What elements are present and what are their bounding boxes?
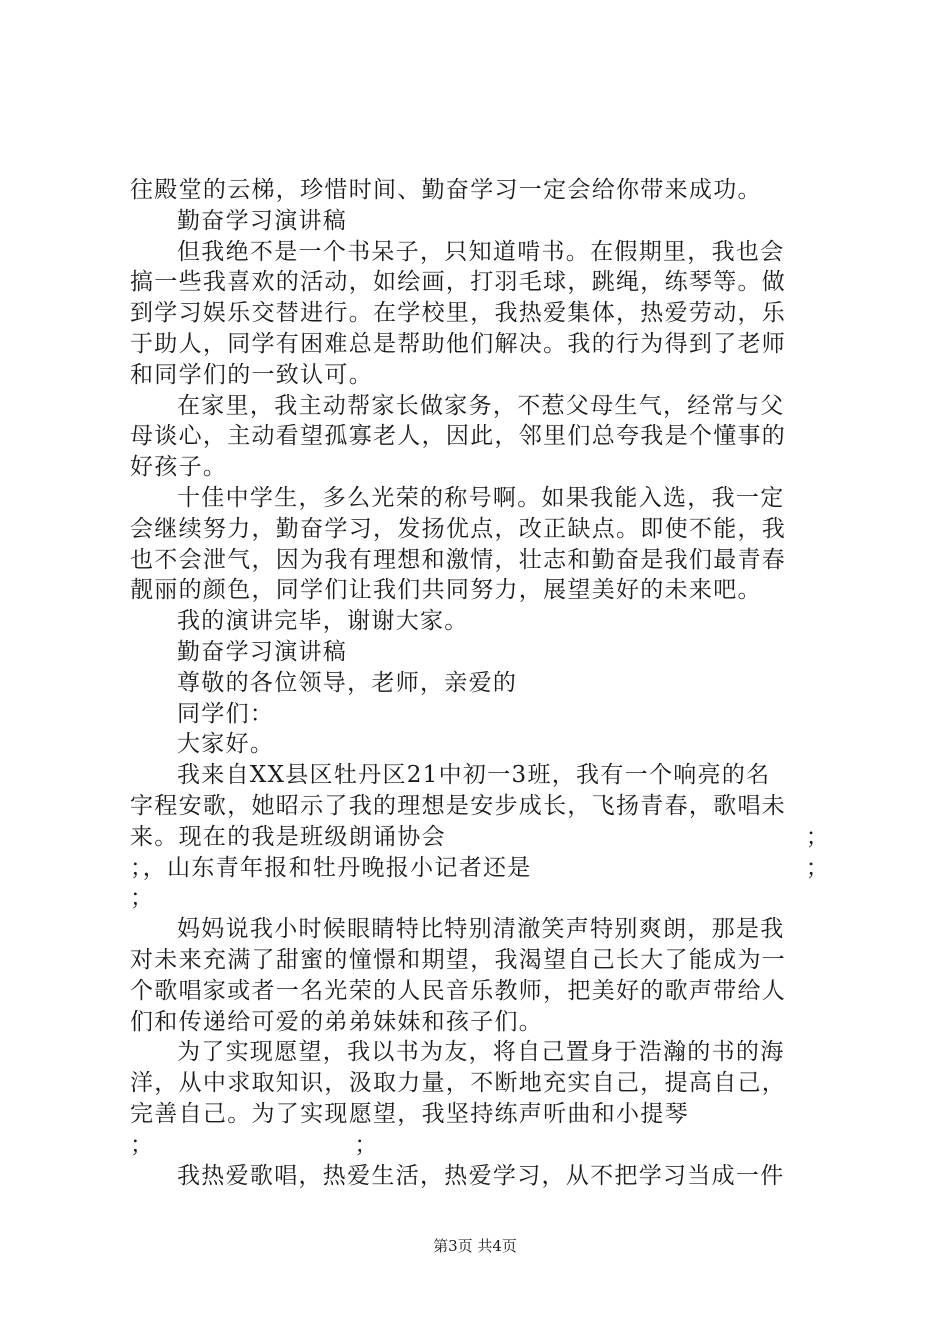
salutation-line: 同学们：	[177, 700, 275, 727]
text-fragment: ；	[130, 1131, 155, 1158]
text-line: 我来自XX县区牡丹区21中初一3班，我有一个响亮的名	[177, 762, 771, 789]
text-line: 个歌唱家或者一名光荣的人民音乐教师，把美好的歌声带给人	[130, 977, 787, 1004]
text-line: 妈妈说我小时候眼睛特比特别清澈笑声特别爽朗，那是我	[177, 916, 785, 943]
text-line: 往殿堂的云梯，珍惜时间、勤奋学习一定会给你带来成功。	[130, 177, 762, 203]
text-line: 们和传递给可爱的弟弟妹妹和孩子们。	[130, 1008, 544, 1035]
salutation-line: 尊敬的各位领导，老师，亲爱的	[177, 669, 518, 696]
text-line	[130, 853, 830, 884]
text-fragment: ；	[805, 854, 830, 881]
text-line: 十佳中学生，多么光荣的称号啊。如果我能入选，我一定	[177, 484, 785, 511]
text-line: 到学习娱乐交替进行。在学校里，我热爱集体，热爱劳动，乐	[130, 300, 787, 327]
section-heading: 勤奋学习演讲稿	[177, 207, 348, 234]
text-line: 于助人，同学有困难总是帮助他们解决。我的行为得到了老师	[130, 330, 787, 357]
text-line: 在家里，我主动帮家长做家务，不惹父母生气，经常与父	[177, 392, 785, 419]
text-fragment: ；，山东青年报和牡丹晚报小记者还是	[130, 854, 532, 881]
text-line: ；	[130, 885, 155, 912]
text-line: 对未来充满了甜蜜的憧憬和期望，我渴望自己长大了能成为一	[130, 946, 787, 973]
text-line: 会继续努力，勤奋学习，发扬优点，改正缺点。即使不能，我	[130, 515, 787, 542]
text-line: 搞一些我喜欢的活动，如绘画，打羽毛球，跳绳，练琴等。做	[130, 269, 787, 296]
text-line: 靓丽的颜色，同学们让我们共同努力，展望美好的未来吧。	[130, 577, 762, 604]
text-line: 完善自己。为了实现愿望，我坚持练声听曲和小提琴	[130, 1100, 689, 1127]
text-line: 母谈心，主动看望孤寡老人，因此，邻里们总夸我是个懂事的	[130, 423, 787, 450]
document-body	[130, 175, 830, 1191]
text-fragment: ；	[805, 823, 830, 850]
text-line: 我热爱歌唱，热爱生活，热爱学习，从不把学习当成一件	[177, 1162, 785, 1189]
text-line	[130, 1130, 830, 1161]
text-line: 好孩子。	[130, 454, 228, 481]
section-heading: 勤奋学习演讲稿	[177, 638, 348, 665]
text-line	[130, 822, 830, 853]
text-line: 字程安歌，她昭示了我的理想是安步成长，飞扬青春，歌唱未	[130, 792, 787, 819]
text-line: 我的演讲完毕，谢谢大家。	[177, 608, 469, 635]
text-fragment: 来。现在的我是班级朗诵协会	[130, 823, 446, 850]
text-fragment: ；	[354, 1131, 379, 1158]
page-footer: 第3页 共4页	[433, 1237, 517, 1255]
greeting-line: 大家好。	[177, 731, 275, 758]
text-line: 洋，从中求取知识，汲取力量，不断地充实自己，提高自己，	[130, 1070, 787, 1097]
text-line: 为了实现愿望，我以书为友，将自己置身于浩瀚的书的海	[177, 1039, 785, 1066]
text-line: 但我绝不是一个书呆子，只知道啃书。在假期里，我也会	[177, 238, 785, 265]
text-line: 和同学们的一致认可。	[130, 361, 373, 388]
text-line: 也不会泄气，因为我有理想和激情，壮志和勤奋是我们最青春	[130, 546, 787, 573]
